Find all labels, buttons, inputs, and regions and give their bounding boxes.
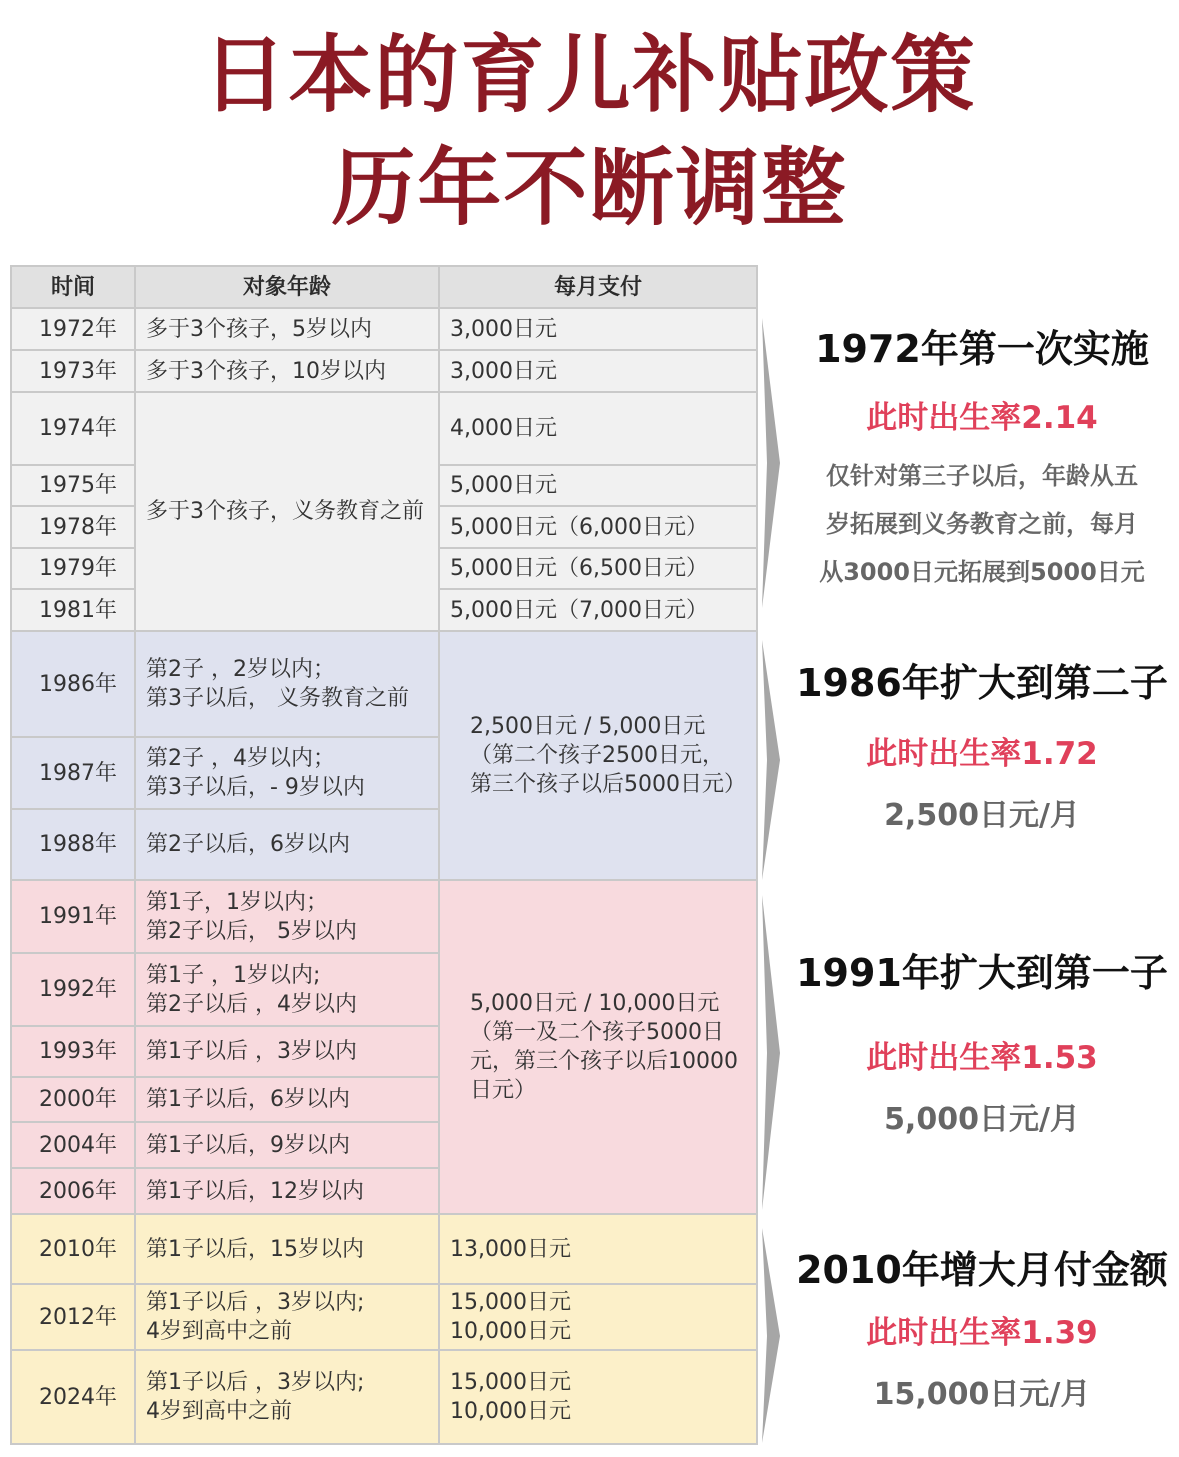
payment-cell: 3,000日元 bbox=[439, 308, 757, 350]
year-cell: 1993年 bbox=[11, 1026, 135, 1077]
payment-cell: 5,000日元 / 10,000日元 （第一及二个孩子5000日元，第三个孩子以后10000日元） bbox=[439, 880, 757, 1214]
table-row bbox=[11, 1214, 757, 1284]
bracket-arrow-icon bbox=[762, 640, 780, 880]
payment-cell: 4,000日元 bbox=[439, 392, 757, 465]
birth-rate: 此时出生率1.72 bbox=[866, 736, 1098, 772]
payment-cell: 15,000日元 10,000日元 bbox=[439, 1350, 757, 1444]
note-1972 bbox=[785, 326, 1179, 596]
age-cell: 第1子以后 ，3岁以内; 4岁到高中之前 bbox=[135, 1350, 439, 1444]
age-cell: 第1子，1岁以内； 第2子以后， 5岁以内 bbox=[135, 880, 439, 953]
year-cell: 2010年 bbox=[11, 1214, 135, 1284]
payment-cell: 13,000日元 bbox=[439, 1214, 757, 1284]
year-cell: 1974年 bbox=[11, 392, 135, 465]
table-row bbox=[11, 631, 757, 737]
note-heading: 1986年扩大到第二子 bbox=[796, 661, 1168, 705]
year-cell: 1979年 bbox=[11, 548, 135, 589]
monthly-amount: 5,000日元/月 bbox=[884, 1102, 1080, 1137]
header-age: 对象年龄 bbox=[135, 266, 439, 308]
age-cell: 多于3个孩子，10岁以内 bbox=[135, 350, 439, 392]
year-cell: 2000年 bbox=[11, 1077, 135, 1122]
birth-rate: 此时出生率2.14 bbox=[866, 400, 1098, 436]
year-cell: 1975年 bbox=[11, 465, 135, 506]
note-desc-line: 仅针对第三子以后，年龄从五 bbox=[826, 462, 1138, 490]
table-row bbox=[11, 880, 757, 953]
year-cell: 2006年 bbox=[11, 1168, 135, 1214]
year-cell: 1981年 bbox=[11, 589, 135, 631]
age-cell: 第1子以后 ，3岁以内 bbox=[135, 1026, 439, 1077]
age-cell: 多于3个孩子，义务教育之前 bbox=[135, 392, 439, 631]
note-heading: 1972年第一次实施 bbox=[815, 327, 1149, 371]
year-cell: 1992年 bbox=[11, 953, 135, 1026]
year-cell: 2004年 bbox=[11, 1122, 135, 1168]
year-cell: 2012年 bbox=[11, 1284, 135, 1350]
note-1986 bbox=[785, 660, 1179, 836]
age-cell: 多于3个孩子，5岁以内 bbox=[135, 308, 439, 350]
header-time: 时间 bbox=[11, 266, 135, 308]
age-cell: 第1子以后，6岁以内 bbox=[135, 1077, 439, 1122]
note-desc-line: 岁拓展到义务教育之前，每月 bbox=[826, 510, 1138, 538]
page-title-line-1: 日本的育儿补贴政策 bbox=[202, 26, 977, 124]
page-title-line-2: 历年不断调整 bbox=[331, 139, 848, 237]
age-cell: 第1子以后，12岁以内 bbox=[135, 1168, 439, 1214]
age-cell: 第2子 ，4岁以内； 第3子以后，- 9岁以内 bbox=[135, 737, 439, 809]
age-cell: 第1子 ，1岁以内; 第2子以后 ，4岁以内 bbox=[135, 953, 439, 1026]
bracket-arrow-icon bbox=[762, 318, 780, 608]
year-cell: 1973年 bbox=[11, 350, 135, 392]
birth-rate: 此时出生率1.39 bbox=[866, 1315, 1098, 1351]
age-cell: 第1子以后，15岁以内 bbox=[135, 1214, 439, 1284]
year-cell: 1978年 bbox=[11, 506, 135, 548]
bracket-arrow-icon bbox=[762, 1228, 780, 1443]
age-cell: 第2子 ，2岁以内； 第3子以后， 义务教育之前 bbox=[135, 631, 439, 737]
year-cell: 1991年 bbox=[11, 880, 135, 953]
year-cell: 1987年 bbox=[11, 737, 135, 809]
year-cell: 1986年 bbox=[11, 631, 135, 737]
note-heading: 1991年扩大到第一子 bbox=[796, 951, 1168, 995]
age-cell: 第1子以后 ，3岁以内; 4岁到高中之前 bbox=[135, 1284, 439, 1350]
payment-cell: 15,000日元 10,000日元 bbox=[439, 1284, 757, 1350]
birth-rate: 此时出生率1.53 bbox=[866, 1040, 1098, 1076]
monthly-amount: 2,500日元/月 bbox=[884, 798, 1080, 833]
note-2010 bbox=[785, 1247, 1179, 1415]
year-cell: 1988年 bbox=[11, 809, 135, 880]
table-row bbox=[11, 350, 757, 392]
subsidy-table bbox=[10, 265, 758, 1445]
year-cell: 2024年 bbox=[11, 1350, 135, 1444]
monthly-amount: 15,000日元/月 bbox=[873, 1377, 1091, 1412]
note-heading: 2010年增大月付金额 bbox=[796, 1248, 1168, 1292]
age-cell: 第1子以后，9岁以内 bbox=[135, 1122, 439, 1168]
age-cell: 第2子以后，6岁以内 bbox=[135, 809, 439, 880]
table-row bbox=[11, 1350, 757, 1444]
payment-cell: 5,000日元（6,500日元） bbox=[439, 548, 757, 589]
year-cell: 1972年 bbox=[11, 308, 135, 350]
payment-cell: 3,000日元 bbox=[439, 350, 757, 392]
note-1991 bbox=[785, 950, 1179, 1140]
header-payment: 每月支付 bbox=[439, 266, 757, 308]
table-row bbox=[11, 1284, 757, 1350]
table-row bbox=[11, 308, 757, 350]
note-desc-line: 从3000日元拓展到5000日元 bbox=[819, 558, 1145, 586]
payment-cell: 2,500日元 / 5,000日元 （第二个孩子2500日元， 第三个孩子以后5000日元） bbox=[439, 631, 757, 880]
table-row bbox=[11, 392, 757, 465]
payment-cell: 5,000日元 bbox=[439, 465, 757, 506]
payment-cell: 5,000日元（7,000日元） bbox=[439, 589, 757, 631]
payment-cell: 5,000日元（6,000日元） bbox=[439, 506, 757, 548]
bracket-arrow-icon bbox=[762, 895, 780, 1210]
